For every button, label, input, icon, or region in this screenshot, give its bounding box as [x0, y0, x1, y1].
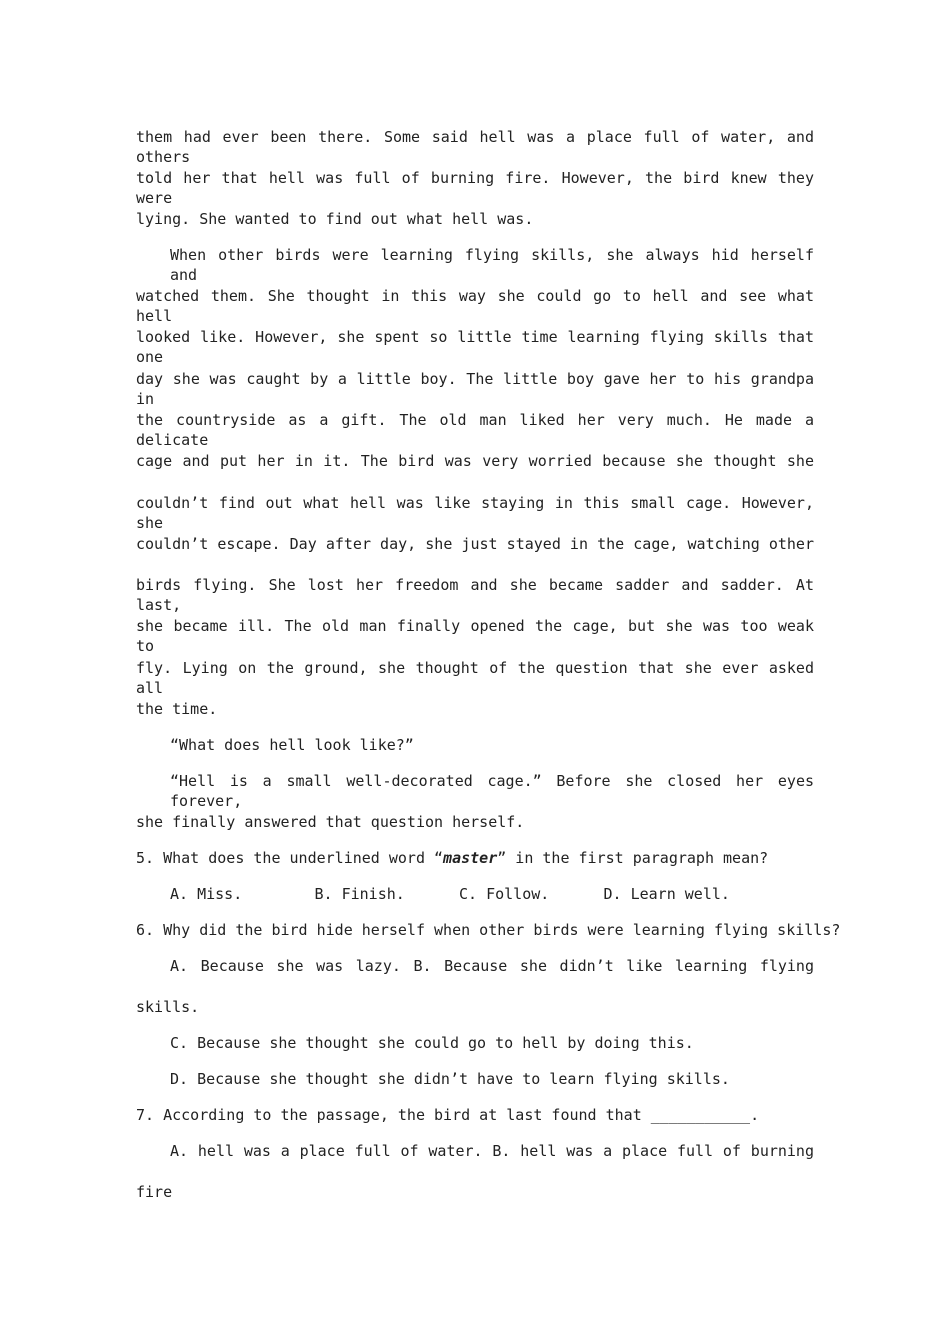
passage-line: “Hell is a small well-decorated cage.” Before she closed her eyes forever, [170, 772, 814, 810]
question-6-stem: 6. Why did the bird hide herself when other birds were learning flying skills? [136, 921, 841, 939]
question-7-stem: 7. According to the passage, the bird at last found that ___________. [136, 1106, 760, 1124]
question-5-stem-end: ” in the first paragraph mean? [497, 849, 769, 867]
passage-line: lying. She wanted to find out what hell was. [136, 210, 534, 228]
passage-line: cage and put her in it. The bird was very worried because she thought she [136, 452, 814, 470]
passage-line: the time. [136, 700, 218, 718]
passage-line: looked like. However, she spent so little time learning flying skills that one [136, 328, 814, 366]
question-6-option-c: C. Because she thought she could go to hell by doing this. [170, 1034, 694, 1052]
passage-line: told her that hell was full of burning fire. However, the bird knew they were [136, 169, 814, 207]
passage-line: she finally answered that question herself. [136, 813, 525, 831]
question-5-stem-start: 5. What does the underlined word “ [136, 849, 444, 867]
question-6-options-ab-wrap: skills. [136, 998, 200, 1016]
question-5-stem [136, 848, 814, 868]
passage-line: “What does hell look like?” [170, 736, 414, 754]
passage-line: couldn’t escape. Day after day, she just stayed in the cage, watching other [136, 535, 814, 553]
question-7-options-ab: A. hell was a place full of water. B. hell was a place full of burning [170, 1142, 814, 1160]
passage-line: watched them. She thought in this way she could go to hell and see what hell [136, 287, 814, 325]
question-7-options-ab-wrap: fire [136, 1183, 173, 1201]
passage-line: When other birds were learning flying skills, she always hid herself and [170, 246, 814, 284]
passage-line: them had ever been there. Some said hell was a place full of water, and others [136, 128, 814, 166]
question-5-options: A. Miss. B. Finish. C. Follow. D. Learn well. [170, 885, 730, 903]
passage-line: she became ill. The old man finally opened the cage, but she was too weak to [136, 617, 814, 655]
question-6-option-d: D. Because she thought she didn’t have to learn flying skills. [170, 1070, 730, 1088]
passage-line: day she was caught by a little boy. The little boy gave her to his grandpa in [136, 370, 814, 408]
passage-line: the countryside as a gift. The old man liked her very much. He made a delicate [136, 411, 814, 449]
underlined-word: master [443, 849, 498, 867]
passage-line: birds flying. She lost her freedom and she became sadder and sadder. At last, [136, 576, 814, 614]
question-6-options-ab: A. Because she was lazy. B. Because she didn’t like learning flying [170, 957, 814, 975]
passage-line: fly. Lying on the ground, she thought of the question that she ever asked all [136, 659, 814, 697]
passage-line: couldn’t find out what hell was like staying in this small cage. However, she [136, 494, 814, 532]
